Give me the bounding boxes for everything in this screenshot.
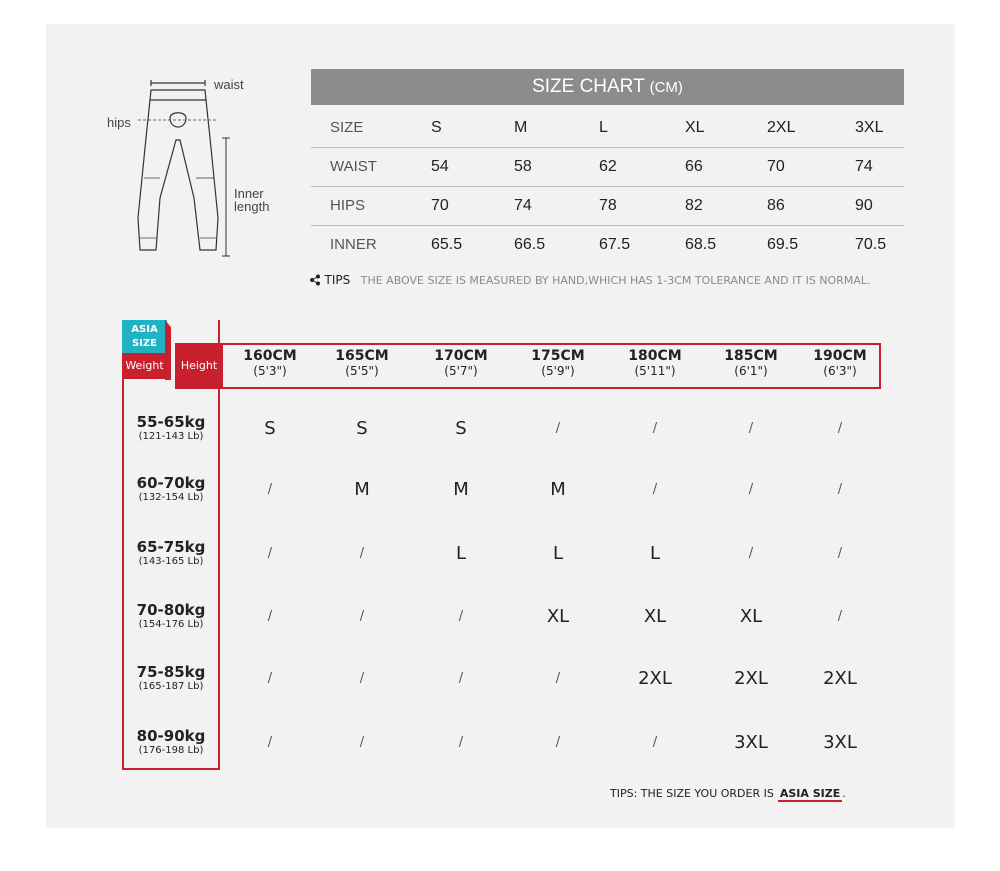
size-grid-cell: M (453, 479, 469, 500)
size-grid-cell: / (359, 671, 365, 686)
size-grid-cell: / (267, 482, 273, 497)
height-ft: (5'5") (345, 364, 379, 378)
weight-lb: (143-165 Lb) (138, 556, 204, 567)
size-grid-cell: / (748, 546, 754, 561)
height-header: Height (175, 343, 223, 389)
size-chart-cell: 68.5 (685, 236, 717, 253)
size-chart-cell: 74 (514, 197, 532, 214)
size-chart-cell: 90 (855, 197, 873, 214)
size-chart-row (311, 225, 904, 264)
size-grid-cell: / (837, 421, 843, 436)
size-grid-cell: / (555, 421, 561, 436)
size-chart-cell: 66 (685, 158, 703, 175)
height-cm: 170CM (434, 348, 488, 364)
size-grid-cell: / (267, 671, 273, 686)
size-grid-cell: / (359, 735, 365, 750)
size-grid-cell: / (652, 482, 658, 497)
size-chart-cell: 74 (855, 158, 873, 175)
size-chart-cell: 82 (685, 197, 703, 214)
size-grid-cell: / (267, 735, 273, 750)
size-grid-cell: / (837, 482, 843, 497)
weight-row-header (124, 602, 218, 631)
size-chart-cell: L (599, 119, 608, 136)
weight-lb: (176-198 Lb) (138, 745, 204, 756)
size-chart-cell: 2XL (767, 119, 796, 136)
weight-row-header (124, 475, 218, 504)
size-grid-cell: / (652, 421, 658, 436)
height-column-header (706, 348, 796, 378)
size-grid-cell: / (837, 546, 843, 561)
size-chart-cell: 69.5 (767, 236, 799, 253)
size-chart-row-label: WAIST (330, 158, 377, 175)
height-column-header (225, 348, 315, 378)
size-grid-cell: L (552, 543, 564, 564)
height-cm: 190CM (813, 348, 867, 364)
asia-badge-line1: ASIA (131, 324, 158, 335)
height-cm: 175CM (531, 348, 585, 364)
asia-size-badge (122, 320, 167, 353)
size-chart-row-label: INNER (330, 236, 377, 253)
size-chart-cell: 70 (431, 197, 449, 214)
size-grid-cell: / (652, 735, 658, 750)
height-ft: (5'3") (253, 364, 287, 378)
height-cm: 165CM (335, 348, 389, 364)
size-chart-cell: S (431, 119, 442, 136)
size-chart-cell: 70.5 (855, 236, 887, 253)
size-grid-cell: S (455, 418, 467, 439)
height-column-header (513, 348, 603, 378)
inner-label-2: length (234, 199, 270, 214)
size-grid-cell: / (267, 609, 273, 624)
size-chart-title-text: SIZE CHART (532, 76, 645, 97)
size-chart-tips (309, 273, 871, 287)
weight-lb: (165-187 Lb) (138, 681, 204, 692)
size-chart-row-label: HIPS (330, 197, 366, 214)
size-chart-row (311, 108, 904, 148)
size-chart-cell: 66.5 (514, 236, 546, 253)
asia-tips-highlight: ASIA SIZE (779, 787, 841, 800)
size-chart-row-label: SIZE (330, 119, 364, 136)
height-ft: (5'7") (444, 364, 478, 378)
hips-label: hips (107, 115, 131, 130)
share-icon (309, 274, 321, 286)
size-chart-cell: 62 (599, 158, 617, 175)
height-ft: (5'9") (541, 364, 575, 378)
weight-lb: (154-176 Lb) (138, 619, 204, 630)
height-cm: 185CM (724, 348, 778, 364)
tips-text: THE ABOVE SIZE IS MEASURED BY HAND,WHICH HAS 1-3CM TOLERANCE AND IT IS NORMAL. (360, 274, 871, 287)
size-grid-cell: XL (739, 606, 763, 627)
height-column-header (610, 348, 700, 378)
weight-kg: 65-75kg (136, 538, 206, 556)
size-grid-cell: S (264, 418, 276, 439)
size-grid-cell: XL (546, 606, 570, 627)
size-chart-cell: 78 (599, 197, 617, 214)
asia-badge-line2: SIZE (131, 338, 157, 349)
size-grid-cell: L (455, 543, 467, 564)
size-grid-cell: / (359, 609, 365, 624)
height-column-header (416, 348, 506, 378)
size-grid-cell: / (748, 482, 754, 497)
size-chart-cell: XL (685, 119, 705, 136)
size-grid-cell: 3XL (734, 732, 768, 753)
height-ft: (6'3") (823, 364, 857, 378)
size-grid-cell: / (458, 609, 464, 624)
size-chart-cell: 54 (431, 158, 449, 175)
size-chart-unit: (CM) (649, 79, 683, 96)
size-grid-cell: S (356, 418, 368, 439)
size-chart-cell: 86 (767, 197, 785, 214)
size-chart-row (311, 186, 904, 226)
height-ft: (6'1") (734, 364, 768, 378)
size-grid-cell: XL (643, 606, 667, 627)
weight-header: Weight (122, 353, 167, 379)
waist-label: waist (214, 77, 244, 92)
size-chart-cell: 67.5 (599, 236, 631, 253)
asia-tips-suffix: . (842, 787, 846, 800)
weight-kg: 80-90kg (136, 727, 206, 745)
tips-label: TIPS (324, 273, 351, 287)
weight-row-header (124, 539, 218, 568)
size-grid-cell: / (748, 421, 754, 436)
asia-tips-prefix: TIPS: THE SIZE YOU ORDER IS (610, 787, 774, 800)
size-grid-cell: / (837, 609, 843, 624)
size-grid-cell: / (555, 735, 561, 750)
size-chart-cell: 65.5 (431, 236, 463, 253)
height-column-header (317, 348, 407, 378)
weight-lb: (132-154 Lb) (138, 492, 204, 503)
height-ft: (5'11") (634, 364, 676, 378)
size-grid-cell: / (267, 546, 273, 561)
inner-label-1: Inner (234, 186, 264, 201)
size-chart-cell: M (514, 119, 528, 136)
size-chart-cell: 3XL (855, 119, 884, 136)
size-grid-cell: L (649, 543, 661, 564)
size-chart-row (311, 147, 904, 187)
size-grid-cell: 2XL (734, 668, 768, 689)
size-grid-cell: / (458, 671, 464, 686)
size-grid-cell: / (458, 735, 464, 750)
weight-kg: 70-80kg (136, 601, 206, 619)
height-column-header (795, 348, 885, 378)
size-grid-cell: / (555, 671, 561, 686)
weight-row-header (124, 664, 218, 693)
weight-row-header (124, 414, 218, 443)
weight-kg: 60-70kg (136, 474, 206, 492)
size-grid-cell: / (359, 546, 365, 561)
size-chart-cell: 58 (514, 158, 532, 175)
pants-diagram (130, 78, 240, 263)
weight-kg: 75-85kg (136, 663, 206, 681)
size-grid-cell: 2XL (823, 668, 857, 689)
weight-kg: 55-65kg (136, 413, 206, 431)
size-chart-cell: 70 (767, 158, 785, 175)
weight-row-header (124, 728, 218, 757)
weight-lb: (121-143 Lb) (138, 431, 204, 442)
size-grid-cell: 2XL (638, 668, 672, 689)
size-grid-cell: 3XL (823, 732, 857, 753)
height-cm: 180CM (628, 348, 682, 364)
size-grid-cell: M (550, 479, 566, 500)
asia-size-tips (610, 787, 846, 800)
size-chart-title (311, 69, 904, 105)
height-cm: 160CM (243, 348, 297, 364)
size-grid-cell: M (354, 479, 370, 500)
